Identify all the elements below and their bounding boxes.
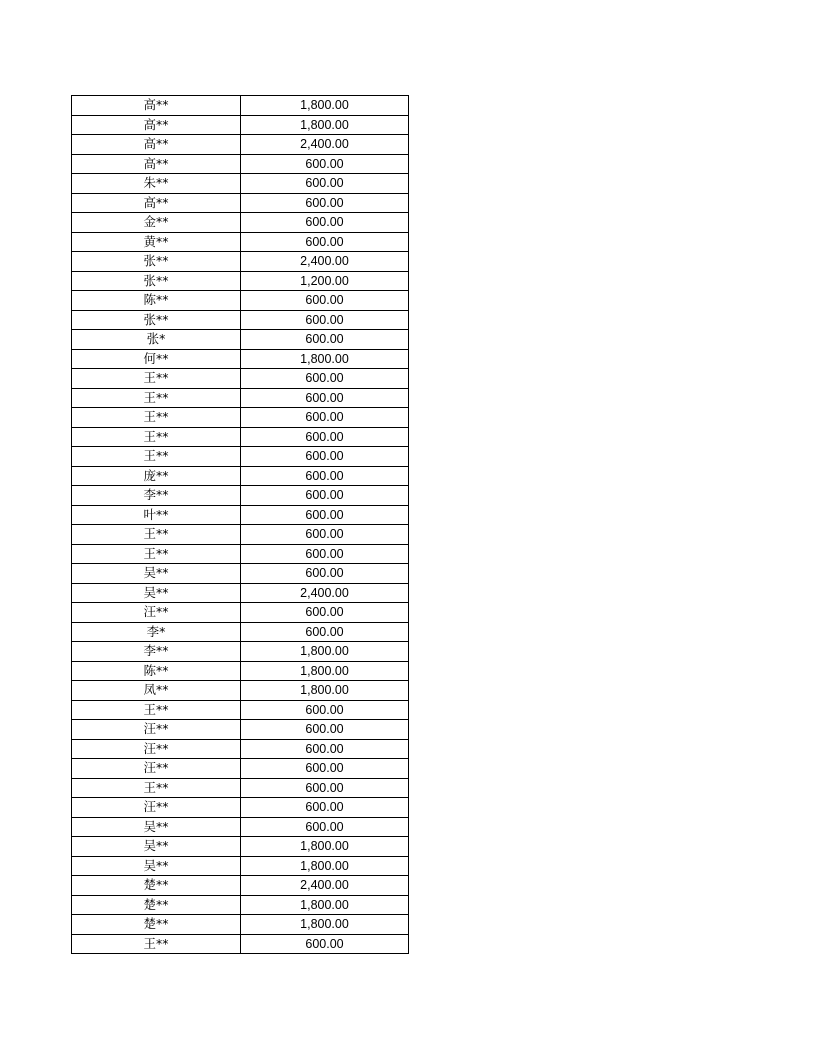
table-row [72,115,409,135]
amount-cell: 2,400.00 [241,252,409,272]
name-cell: 王** [72,934,241,954]
name-cell: 王** [72,427,241,447]
amount-cell: 600.00 [241,759,409,779]
table-row [72,759,409,779]
table-row [72,681,409,701]
table-row [72,174,409,194]
amount-cell: 1,800.00 [241,856,409,876]
name-cell: 陈** [72,291,241,311]
name-cell: 汪** [72,798,241,818]
name-cell: 高** [72,96,241,116]
table-row [72,447,409,467]
table-row [72,310,409,330]
table-row [72,349,409,369]
name-cell: 楚** [72,876,241,896]
name-cell: 张** [72,252,241,272]
amount-cell: 600.00 [241,700,409,720]
table-row [72,193,409,213]
amount-cell: 600.00 [241,739,409,759]
name-cell: 陈** [72,661,241,681]
table-row [72,96,409,116]
amount-cell: 600.00 [241,720,409,740]
name-cell: 高** [72,135,241,155]
name-cell: 王** [72,369,241,389]
amount-cell: 600.00 [241,798,409,818]
table-body [72,96,409,954]
amount-cell: 600.00 [241,817,409,837]
amount-cell: 600.00 [241,193,409,213]
amount-cell: 600.00 [241,213,409,233]
amount-cell: 600.00 [241,427,409,447]
amount-cell: 2,400.00 [241,135,409,155]
name-cell: 高** [72,154,241,174]
amount-cell: 600.00 [241,408,409,428]
amount-cell: 600.00 [241,447,409,467]
table-row [72,583,409,603]
name-cell: 王** [72,447,241,467]
amount-cell: 600.00 [241,330,409,350]
table-row [72,778,409,798]
table-row [72,622,409,642]
name-cell: 王** [72,700,241,720]
amount-cell: 600.00 [241,622,409,642]
amount-cell: 600.00 [241,388,409,408]
table-row [72,369,409,389]
amount-cell: 600.00 [241,778,409,798]
amount-cell: 600.00 [241,466,409,486]
table-row [72,330,409,350]
table-row [72,739,409,759]
amount-cell: 2,400.00 [241,876,409,896]
table-row [72,544,409,564]
amount-cell: 2,400.00 [241,583,409,603]
name-cell: 李** [72,642,241,662]
table-row [72,817,409,837]
amount-cell: 1,800.00 [241,681,409,701]
amount-cell: 600.00 [241,369,409,389]
table-row [72,154,409,174]
amount-cell: 1,800.00 [241,642,409,662]
name-cell: 高** [72,193,241,213]
table-row [72,427,409,447]
table-row [72,661,409,681]
amount-cell: 600.00 [241,232,409,252]
name-cell: 何** [72,349,241,369]
table-row [72,408,409,428]
table-row [72,213,409,233]
table-row [72,876,409,896]
amount-cell: 1,800.00 [241,661,409,681]
name-cell: 楚** [72,895,241,915]
table-row [72,466,409,486]
amount-cell: 1,800.00 [241,837,409,857]
table-row [72,271,409,291]
name-cell: 张** [72,310,241,330]
amount-cell: 600.00 [241,934,409,954]
amount-cell: 600.00 [241,154,409,174]
name-cell: 黄** [72,232,241,252]
amount-cell: 1,800.00 [241,96,409,116]
name-cell: 吴** [72,564,241,584]
table-row [72,564,409,584]
name-cell: 金** [72,213,241,233]
table-row [72,252,409,272]
table-row [72,934,409,954]
amount-cell: 600.00 [241,291,409,311]
name-cell: 高** [72,115,241,135]
name-cell: 王** [72,408,241,428]
name-cell: 吴** [72,837,241,857]
table-row [72,915,409,935]
name-cell: 王** [72,388,241,408]
name-cell: 李* [72,622,241,642]
payment-table [71,95,409,954]
table-row [72,700,409,720]
name-cell: 汪** [72,720,241,740]
name-cell: 汪** [72,759,241,779]
name-cell: 楚** [72,915,241,935]
table-row [72,525,409,545]
amount-cell: 600.00 [241,544,409,564]
name-cell: 王** [72,525,241,545]
name-cell: 朱** [72,174,241,194]
name-cell: 王** [72,544,241,564]
amount-cell: 600.00 [241,505,409,525]
amount-cell: 600.00 [241,310,409,330]
name-cell: 吴** [72,817,241,837]
amount-cell: 1,200.00 [241,271,409,291]
table-row [72,505,409,525]
name-cell: 张** [72,271,241,291]
amount-cell: 600.00 [241,525,409,545]
name-cell: 汪** [72,739,241,759]
name-cell: 汪** [72,603,241,623]
table-row [72,856,409,876]
name-cell: 吴** [72,583,241,603]
amount-cell: 1,800.00 [241,895,409,915]
table-row [72,837,409,857]
name-cell: 叶** [72,505,241,525]
table-row [72,720,409,740]
name-cell: 庞** [72,466,241,486]
amount-cell: 600.00 [241,174,409,194]
table-row [72,388,409,408]
name-cell: 吴** [72,856,241,876]
amount-cell: 600.00 [241,486,409,506]
table-row [72,291,409,311]
amount-cell: 600.00 [241,603,409,623]
amount-cell: 600.00 [241,564,409,584]
name-cell: 张* [72,330,241,350]
name-cell: 王** [72,778,241,798]
table-row [72,232,409,252]
table-row [72,603,409,623]
name-cell: 李** [72,486,241,506]
name-cell: 凤** [72,681,241,701]
table-row [72,135,409,155]
table-row [72,895,409,915]
table-row [72,486,409,506]
table-row [72,798,409,818]
amount-cell: 1,800.00 [241,349,409,369]
table-row [72,642,409,662]
amount-cell: 1,800.00 [241,915,409,935]
amount-cell: 1,800.00 [241,115,409,135]
